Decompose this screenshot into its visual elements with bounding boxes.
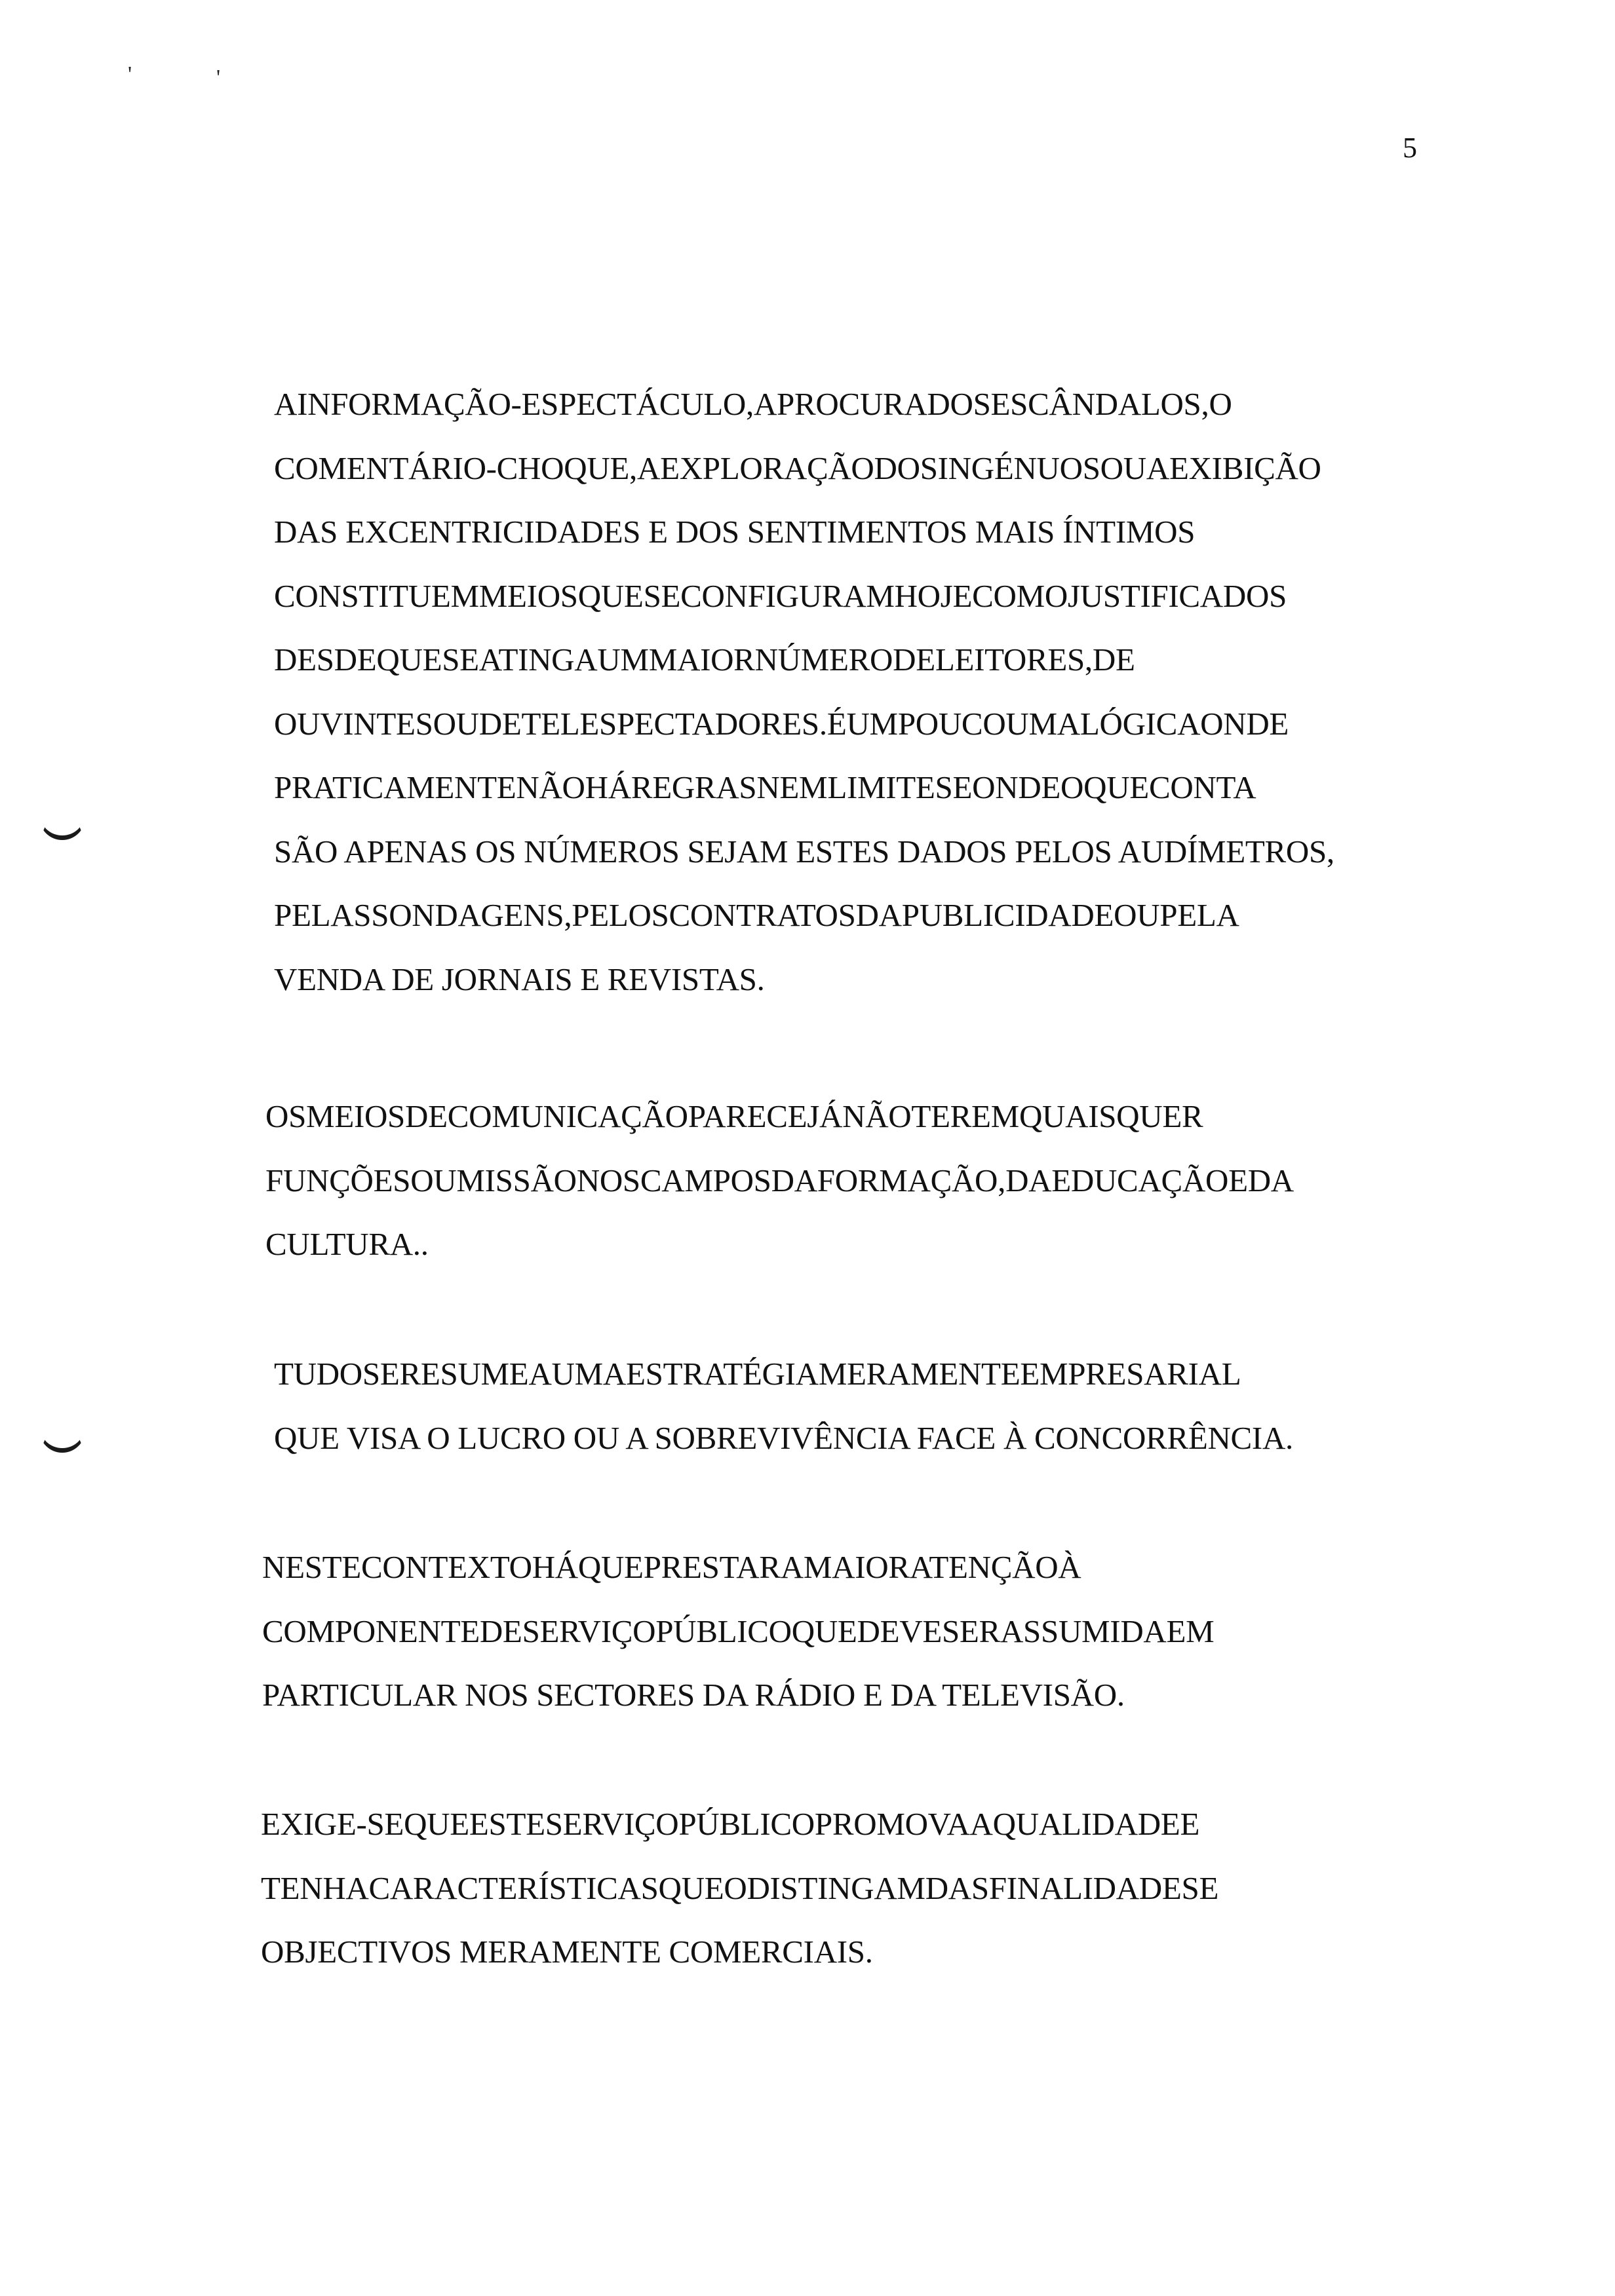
word: QUE — [577, 1549, 644, 1585]
word: OUVINTES — [274, 705, 433, 742]
word: CONTRATOS — [669, 897, 856, 933]
text-line: QUE VISA O LUCRO OU A SOBREVIVÊNCIA FACE À CONCORRÊNCIA. — [274, 1419, 1293, 1456]
word: O — [724, 1869, 747, 1906]
word: QUALIDADE — [992, 1806, 1180, 1842]
word: NOS — [576, 1162, 640, 1198]
word: A — [753, 386, 777, 422]
text-line — [274, 564, 1418, 628]
word: ESCÂNDALOS,O — [990, 386, 1232, 422]
word: NESTE — [262, 1549, 361, 1585]
word: ASSUMIDA — [1000, 1613, 1167, 1649]
word: HOJE — [894, 577, 973, 614]
word: ATINGA — [478, 641, 598, 678]
word: PRATICAMENTE — [274, 769, 516, 805]
word: A — [637, 450, 661, 486]
text-line: SÃO APENAS OS NÚMEROS SEJAM ESTES DADOS PELOS AUDÍMETROS, — [274, 833, 1334, 870]
text-line: VENDA DE JORNAIS E REVISTAS. — [274, 961, 765, 997]
word: A — [274, 386, 298, 422]
word: EM — [1166, 1613, 1215, 1649]
word: PÚBLICO — [655, 1613, 792, 1649]
word: SONDAGENS, — [371, 897, 572, 933]
word: LÓGICA — [1080, 705, 1201, 742]
paragraph-2 — [265, 1084, 1411, 1276]
word: UMA — [551, 1356, 626, 1392]
word: QUE — [1083, 769, 1149, 805]
word: EMPRESARIAL — [1020, 1356, 1241, 1392]
word: O — [1060, 769, 1084, 805]
text-line — [262, 1535, 1409, 1599]
word: SER — [941, 1613, 1000, 1649]
margin-check-mark — [39, 816, 85, 840]
word: MAIOR — [648, 641, 755, 678]
word: CONTA — [1148, 769, 1256, 805]
text-line — [274, 436, 1418, 501]
word: ESTRATÉGIA — [625, 1356, 819, 1392]
text-line — [262, 1599, 1409, 1664]
word: EDUCAÇÃO — [1051, 1162, 1229, 1198]
paragraph-3 — [274, 1342, 1408, 1470]
scan-mark-tick: ' — [216, 66, 221, 90]
word: SERVIÇO — [522, 1613, 656, 1649]
word: PELOS — [572, 897, 669, 933]
word: E — [1180, 1806, 1200, 1842]
word: QUE — [658, 1869, 724, 1906]
paragraph-4 — [262, 1535, 1409, 1727]
word: SE — [362, 1356, 400, 1392]
word: ATENÇÃO — [909, 1549, 1059, 1585]
word: QUE — [791, 1613, 857, 1649]
word: REGRAS — [631, 769, 757, 805]
word: OU — [1114, 897, 1160, 933]
word: NÃO — [516, 769, 585, 805]
word: JUSTIFICADOS — [1068, 577, 1287, 614]
word: ONDE — [1200, 705, 1289, 742]
word: DOS — [874, 450, 938, 486]
word: LEITORES, — [935, 641, 1093, 678]
word: SE — [442, 641, 479, 678]
text-line — [274, 372, 1418, 436]
scan-mark-dot: ' — [128, 62, 132, 86]
word: MISSÃO — [456, 1162, 577, 1198]
word: PROCURA — [777, 386, 927, 422]
word: OU — [410, 1162, 457, 1198]
word: DE — [893, 641, 935, 678]
text-line: PARTICULAR NOS SECTORES DA RÁDIO E DA TELEVISÃO. — [262, 1677, 1125, 1713]
word: DESDE — [274, 641, 377, 678]
word: MERAMENTE — [818, 1356, 1021, 1392]
word: SE — [643, 577, 681, 614]
word: DE — [479, 1613, 522, 1649]
word: MAIOR — [803, 1549, 910, 1585]
word: INGÉNUOS — [937, 450, 1100, 486]
word: DOS — [927, 386, 991, 422]
word: CONSTITUEM — [274, 577, 479, 614]
word: OU — [1100, 450, 1146, 486]
text-line: CULTURA.. — [265, 1226, 429, 1262]
word: QUE — [404, 1806, 469, 1842]
text-line — [261, 1856, 1401, 1921]
word: A — [780, 1549, 804, 1585]
paragraph-5 — [261, 1792, 1401, 1984]
word: RESUME — [399, 1356, 529, 1392]
word: DE — [405, 1098, 448, 1134]
word: UMA — [1005, 705, 1080, 742]
word: UM — [597, 641, 649, 678]
word: OS — [265, 1098, 307, 1134]
word: DE — [478, 705, 522, 742]
word: CONFIGURAM — [680, 577, 895, 614]
word: ONDE — [972, 769, 1061, 805]
word: QUE — [577, 577, 644, 614]
word: DEVE — [857, 1613, 942, 1649]
text-line — [274, 756, 1418, 820]
word: FORMAÇÃO,DA — [817, 1162, 1052, 1198]
word: E — [952, 769, 973, 805]
word: COMENTÁRIO-CHOQUE, — [274, 450, 637, 486]
text-line — [261, 1792, 1401, 1856]
text-line — [265, 1149, 1411, 1213]
word: JÁ — [807, 1098, 843, 1134]
word: DISTINGAM — [747, 1869, 925, 1906]
word: PÚBLICO — [678, 1806, 815, 1842]
word: DE — [1092, 641, 1135, 678]
word: DA — [771, 1162, 817, 1198]
word: TELESPECTADORES. — [521, 705, 827, 742]
word: E — [1199, 1869, 1219, 1906]
word: A — [1146, 450, 1169, 486]
text-line — [265, 1084, 1411, 1149]
word: COMPONENTE — [262, 1613, 480, 1649]
text-line: DAS EXCENTRICIDADES E DOS SENTIMENTOS MAIS ÍNTIMOS — [274, 514, 1196, 550]
word: EXIBIÇÃO — [1169, 450, 1321, 486]
word: ESTE — [469, 1806, 545, 1842]
word: CAMPOS — [640, 1162, 771, 1198]
word: DAS — [925, 1869, 989, 1906]
word: TEREM — [911, 1098, 1019, 1134]
margin-check-mark — [39, 1428, 85, 1453]
word: TENHA — [261, 1869, 369, 1906]
word: É — [827, 705, 847, 742]
text-line: OBJECTIVOS MERAMENTE COMERCIAIS. — [261, 1934, 873, 1970]
text-line — [274, 883, 1418, 947]
word: PELA — [1159, 897, 1239, 933]
word: PARECE — [688, 1098, 808, 1134]
word: OU — [433, 705, 479, 742]
word: TUDO — [274, 1356, 362, 1392]
word: CARACTERÍSTICAS — [368, 1869, 659, 1906]
word: FUNÇÕES — [265, 1162, 411, 1198]
word: LIMITES — [827, 769, 953, 805]
word: CONTEXTO — [360, 1549, 532, 1585]
page-number: 5 — [1403, 132, 1417, 164]
word: E — [1228, 1162, 1248, 1198]
word: PROMOVA — [814, 1806, 970, 1842]
word: PELAS — [274, 897, 372, 933]
word: QUAISQUER — [1019, 1098, 1203, 1134]
word: SERVIÇO — [545, 1806, 679, 1842]
word: COMO — [972, 577, 1068, 614]
word: HÁ — [585, 769, 631, 805]
text-line — [274, 1342, 1408, 1406]
word: INFORMAÇÃO-ESPECTÁCULO, — [297, 386, 754, 422]
word: HÁ — [532, 1549, 578, 1585]
word: FINALIDADES — [988, 1869, 1199, 1906]
word: QUE — [376, 641, 442, 678]
word: MEIOS — [306, 1098, 406, 1134]
word: NÚMERO — [754, 641, 893, 678]
word: UM — [846, 705, 898, 742]
word: EXIGE-SE — [261, 1806, 404, 1842]
word: DA — [1247, 1162, 1294, 1198]
word: NEM — [756, 769, 828, 805]
text-line — [274, 692, 1418, 756]
word: PRESTAR — [643, 1549, 781, 1585]
word: DA — [855, 897, 902, 933]
word: A — [528, 1356, 552, 1392]
word: POUCO — [897, 705, 1006, 742]
word: À — [1058, 1549, 1081, 1585]
word: NÃO — [842, 1098, 912, 1134]
paragraph-1 — [274, 372, 1418, 1011]
word: MEIOS — [478, 577, 578, 614]
word: A — [969, 1806, 993, 1842]
word: PUBLICIDADE — [901, 897, 1114, 933]
text-line — [274, 628, 1418, 692]
word: EXPLORAÇÃO — [660, 450, 874, 486]
word: COMUNICAÇÃO — [447, 1098, 688, 1134]
